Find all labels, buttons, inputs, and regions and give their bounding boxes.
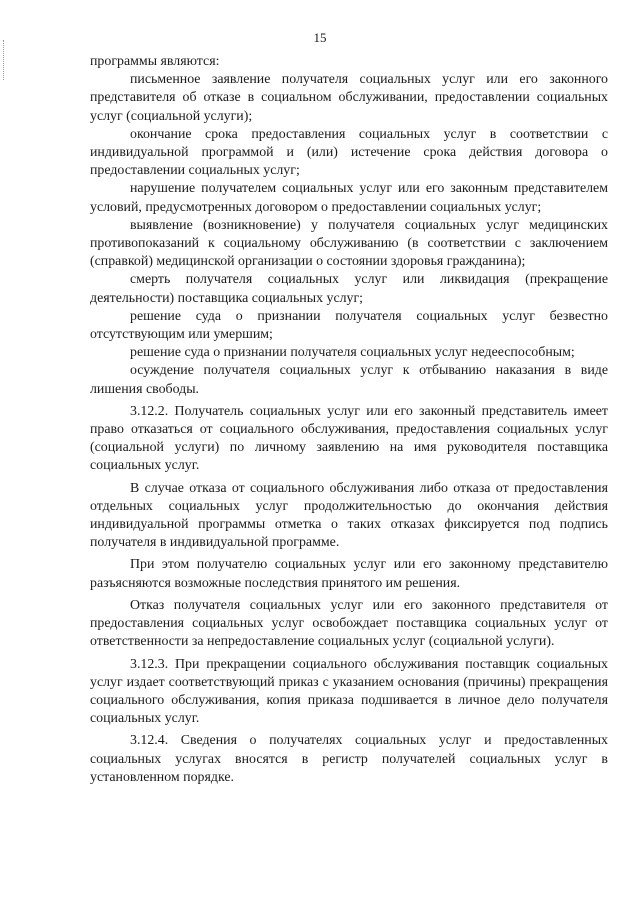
section-3-12-3: 3.12.3. При прекращении социального обслуживания поставщик социальных услуг издает соответствующий приказ с указанием основания (причины) прекращения социального обслуживания, копия приказа подшивается в личное дело получателя социальных услуг. [90,656,608,727]
page-number: 15 [313,30,327,45]
section-3-12-2: 3.12.2. Получатель социальных услуг или его законный представитель имеет право отказаться от социального обслуживания, предоставления социальных услуг (социальной услуги) по личному заявлению на имя руководителя поставщика социальных услуг. [90,403,608,474]
paragraph-liability-release: Отказ получателя социальных услуг или его законного представителя от предоставления социальных услуг освобождает поставщика социальных услуг от ответственности за непредоставление социальных услуг (социальной услуги). [90,597,608,650]
list-item-court-incapable: решение суда о признании получателя социальных услуг недееспособным; [130,345,575,361]
paragraph-consequences: При этом получателю социальных услуг или его законному представителю разъясняются возможные последствия принятого им решения. [90,557,608,591]
list-item-court-missing-or-dead: решение суда о признании получателя социальных услуг безвестно отсутствующим или умершим; [90,308,608,343]
list-item-written-application: письменное заявление получателя социальных услуг или его законного представителя об отказе в социальном обслуживании, предоставлении социальных услуг (социальной услуги); [90,72,608,124]
list-item-conviction: осуждение получателя социальных услуг к отбыванию наказания в виде лишения свободы. [90,363,608,397]
list-item-death-or-liquidation: смерть получателя социальных услуг или ликвидация (прекращение деятельности) поставщика социальных услуг; [90,272,608,306]
list-item-medical-contraindications: выявление (возникновение) у получателя социальных услуг медицинских противопоказаний к социальному обслуживанию (в соответствии с заключением (справкой) медицинской организации о состоянии здоровья гражданина); [90,217,608,270]
paragraph-refusal-note: В случае отказа от социального обслуживания либо отказа от предоставления отдельных социальных услуг продолжительностью до окончания действия индивидуальной программы отметка о таких отказах фиксируется под подпись получателя в индивидуальной программе. [90,480,608,551]
document-body [90,53,608,787]
list-item-term-expiry: окончание срока предоставления социальных услуг в соответствии с индивидуальной программой и (или) истечение срока действия договора о предоставлении социальных услуг; [90,126,608,179]
paragraph-continuation: программы являются: [90,54,220,69]
margin-binding-marks [3,40,5,80]
list-item-contract-violation: нарушение получателем социальных услуг или его законным представителем условий, предусмотренных договором о предоставлении социальных услуг; [90,181,608,215]
section-3-12-4: 3.12.4. Сведения о получателях социальных услуг и предоставленных социальных услугах вносятся в регистр получателей социальных услуг в установленном порядке. [90,733,608,785]
